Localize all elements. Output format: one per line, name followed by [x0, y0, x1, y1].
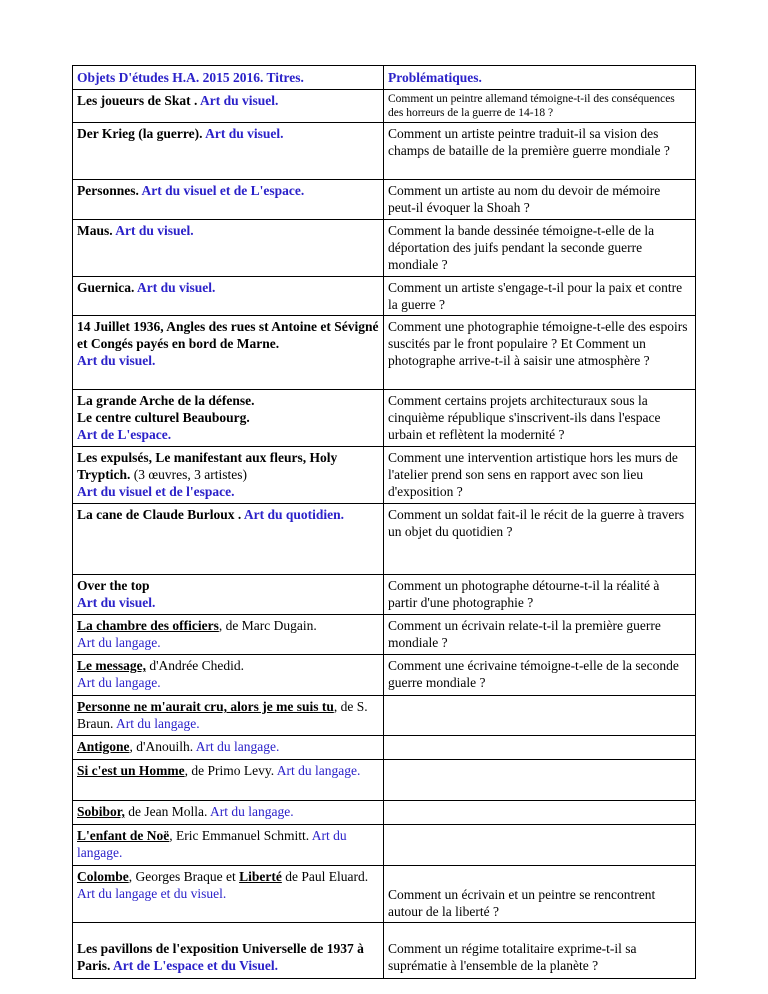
title-cell [73, 390, 384, 447]
book-author: d'Andrée Chedid. [145, 658, 245, 673]
art-category: Art du langage. [77, 635, 161, 650]
title-cell [73, 923, 384, 979]
title-cell [73, 696, 384, 736]
art-category: Art du langage. [77, 828, 347, 860]
art-category: Art du langage. [195, 739, 280, 754]
title-cell [73, 760, 384, 801]
book-title: L'enfant de Noë [77, 828, 170, 843]
question-cell: Comment un artiste au nom du devoir de mémoire peut-il évoquer la Shoah ? [384, 180, 696, 220]
table-header-row [73, 66, 696, 90]
work-title: La grande Arche de la défense. [77, 393, 255, 408]
art-category: Art du visuel et de l'espace. [77, 484, 235, 499]
table-row [73, 655, 696, 696]
book-author: , Eric Emmanuel Schmitt. [169, 828, 312, 843]
work-note: (3 œuvres, 3 artistes) [130, 467, 247, 482]
question-cell [384, 801, 696, 825]
question-cell: Comment un régime totalitaire exprime-t-il sa suprématie à l'ensemble de la planète ? [384, 923, 696, 979]
question-cell [384, 736, 696, 760]
question-cell: Comment un écrivain relate-t-il la première guerre mondiale ? [384, 615, 696, 655]
work-title: Over the top [77, 578, 150, 593]
question-cell [384, 825, 696, 866]
work-title: Les pavillons de l'exposition Universelle de 1937 à Paris. [77, 941, 364, 973]
table-row [73, 801, 696, 825]
title-cell [73, 180, 384, 220]
art-category: Art du visuel et de L'espace. [141, 183, 305, 198]
book-title: Sobibor, [77, 804, 125, 819]
art-category: Art de L'espace et du Visuel. [113, 958, 278, 973]
table-row [73, 615, 696, 655]
art-category: Art de L'espace. [77, 427, 172, 442]
book-author: de Jean Molla. [124, 804, 211, 819]
title-cell [73, 575, 384, 615]
title-cell [73, 825, 384, 866]
title-cell [73, 866, 384, 923]
title-cell [73, 447, 384, 504]
work-title: Les expulsés, Le manifestant aux fleurs, Holy Tryptich. [77, 450, 338, 482]
question-cell [384, 696, 696, 736]
art-category: Art du langage et du visuel. [77, 886, 227, 901]
book-author: , de Primo Levy. [184, 763, 277, 778]
study-objects-table [72, 65, 696, 979]
table-row [73, 825, 696, 866]
book-author: , de Marc Dugain. [218, 618, 317, 633]
book-title: Si c'est un Homme [77, 763, 185, 778]
art-category: Art du visuel. [137, 280, 216, 295]
work-title: Le centre culturel Beaubourg. [77, 410, 250, 425]
table-row [73, 447, 696, 504]
book-title: La chambre des officiers [77, 618, 219, 633]
table-row [73, 90, 696, 123]
book-author: , Georges Braque et [128, 869, 240, 884]
art-category: Art du langage. [210, 804, 294, 819]
book-title: Le message, [77, 658, 146, 673]
question-cell: Comment une intervention artistique hors les murs de l'atelier prend son sens en rapport avec son lieu d'exposition ? [384, 447, 696, 504]
title-cell [73, 655, 384, 696]
art-category: Art du visuel. [77, 595, 156, 610]
table-row [73, 866, 696, 923]
work-title: La cane de Claude Burloux . [77, 507, 244, 522]
question-cell: Comment un peintre allemand témoigne-t-il des conséquences des horreurs de la guerre de 14-18 ? [384, 90, 696, 123]
table-row [73, 220, 696, 277]
title-cell [73, 220, 384, 277]
table-row [73, 316, 696, 390]
work-title: Maus. [77, 223, 116, 238]
table-row [73, 277, 696, 316]
title-cell [73, 736, 384, 760]
title-cell [73, 615, 384, 655]
book-title: Antigone [77, 739, 130, 754]
book-title-2: Liberté [239, 869, 282, 884]
book-title: Colombe [77, 869, 129, 884]
question-cell: Comment un artiste s'engage-t-il pour la paix et contre la guerre ? [384, 277, 696, 316]
work-title: 14 Juillet 1936, Angles des rues st Antoine et Sévigné et Congés payés en bord de Marne. [77, 319, 379, 351]
art-category: Art du langage. [276, 763, 361, 778]
art-category: Art du langage. [77, 675, 161, 690]
art-category: Art du langage. [116, 716, 200, 731]
art-category: Art du visuel. [205, 126, 284, 141]
book-title: Personne ne m'aurait cru, alors je me suis tu [77, 699, 334, 714]
table-row [73, 180, 696, 220]
title-cell [73, 316, 384, 390]
question-cell: Comment une écrivaine témoigne-t-elle de la seconde guerre mondiale ? [384, 655, 696, 696]
table-row [73, 123, 696, 180]
work-title: Les joueurs de Skat . [77, 93, 201, 108]
table-row [73, 575, 696, 615]
header-problematiques: Problématiques. [384, 66, 696, 90]
question-cell: Comment un soldat fait-il le récit de la guerre à travers un objet du quotidien ? [384, 504, 696, 575]
question-cell: Comment un artiste peintre traduit-il sa vision des champs de bataille de la première guerre mondiale ? [384, 123, 696, 180]
work-title: Der Krieg (la guerre). [77, 126, 206, 141]
title-cell [73, 90, 384, 123]
question-cell [384, 760, 696, 801]
work-title: Personnes. [77, 183, 142, 198]
question-cell: Comment une photographie témoigne-t-elle des espoirs suscités par le front populaire ? Et Comment un photographe arrive-t-il à saisir une atmosphère ? [384, 316, 696, 390]
question-cell: Comment la bande dessinée témoigne-t-elle de la déportation des juifs pendant la seconde guerre mondiale ? [384, 220, 696, 277]
table-row [73, 504, 696, 575]
art-category: Art du visuel. [115, 223, 194, 238]
art-category: Art du visuel. [77, 353, 156, 368]
book-author: , d'Anouilh. [129, 739, 196, 754]
title-cell [73, 277, 384, 316]
question-cell: Comment certains projets architecturaux sous la cinquième république s'inscrivent-ils dans l'espace urbain et reflètent la modernité ? [384, 390, 696, 447]
header-titles: Objets D'études H.A. 2015 2016. Titres. [73, 66, 384, 90]
table-row [73, 923, 696, 979]
work-title: Guernica. [77, 280, 137, 295]
question-cell: Comment un écrivain et un peintre se rencontrent autour de la liberté ? [384, 866, 696, 923]
art-category: Art du quotidien. [243, 507, 345, 522]
book-author-2: de Paul Eluard. [281, 869, 369, 884]
question-cell: Comment un photographe détourne-t-il la réalité à partir d'une photographie ? [384, 575, 696, 615]
art-category: Art du visuel. [200, 93, 279, 108]
title-cell [73, 123, 384, 180]
title-cell [73, 504, 384, 575]
table-row [73, 760, 696, 801]
table-row [73, 390, 696, 447]
book-author: , de S. Braun. [77, 699, 368, 731]
table-row [73, 736, 696, 760]
table-row [73, 696, 696, 736]
title-cell [73, 801, 384, 825]
